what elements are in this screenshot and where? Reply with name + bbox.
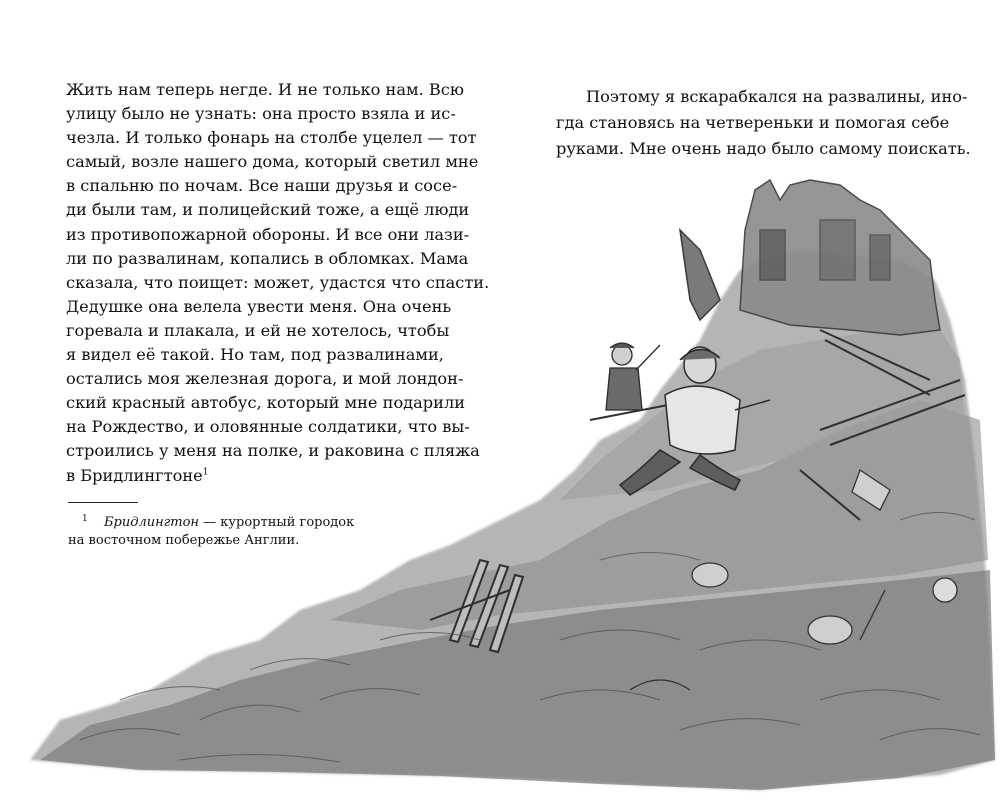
text-line-content: в Бридлингтоне bbox=[66, 465, 203, 485]
text-line: из противопожарной обороны. И все они лази- bbox=[66, 224, 470, 244]
footnote-line: на восточном побережье Англии. bbox=[68, 533, 300, 548]
text-line: ли по развалинам, копались в обломках. Мама bbox=[66, 248, 469, 268]
text-line: на Рождество, и оловянные солдатики, что вы- bbox=[66, 417, 470, 437]
text-line: Жить нам теперь негде. И не только нам. Всю bbox=[66, 80, 464, 99]
footnote-definition: — курортный городок bbox=[199, 515, 355, 530]
text-line: Дедушке она велела увести меня. Она очень bbox=[66, 296, 452, 316]
footnote-marker[interactable]: 1 bbox=[202, 467, 209, 478]
second-child bbox=[606, 343, 660, 410]
text-line: улицу было не узнать: она просто взяла и ис- bbox=[66, 104, 456, 124]
text-line: горевала и плакала, и ей не хотелось, чтобы bbox=[66, 320, 450, 340]
text-line: сказала, что поищет: может, удастся что спасти. bbox=[66, 272, 490, 292]
text-line: в спальню по ночам. Все наши друзья и сосе- bbox=[66, 176, 458, 196]
text-line: самый, возле нашего дома, который светил мне bbox=[66, 152, 479, 172]
text-line-last: руками. Мне очень надо было самому поискать. bbox=[556, 139, 971, 158]
text-line: я видел её такой. Но там, под развалинами, bbox=[66, 345, 444, 365]
footnote-line: 1 Бридлингтон — курортный городок bbox=[82, 513, 355, 530]
text-line: гда становясь на четвереньки и помогая себе bbox=[556, 113, 950, 132]
text-line: чезла. И только фонарь на столбе уцелел — тот bbox=[66, 128, 477, 148]
text-line: остались моя железная дорога, и мой лондон- bbox=[66, 369, 464, 389]
text-line: Поэтому я вскарабкался на развалины, ино- bbox=[586, 87, 968, 106]
text-line: строились у меня на полке, и раковина с пляжа bbox=[66, 441, 480, 461]
text-line: ди были там, и полицейский тоже, а ещё люди bbox=[66, 200, 470, 220]
footnote-term: Бридлингтон bbox=[104, 515, 199, 530]
text-line: ский красный автобус, который мне подарили bbox=[66, 393, 466, 413]
